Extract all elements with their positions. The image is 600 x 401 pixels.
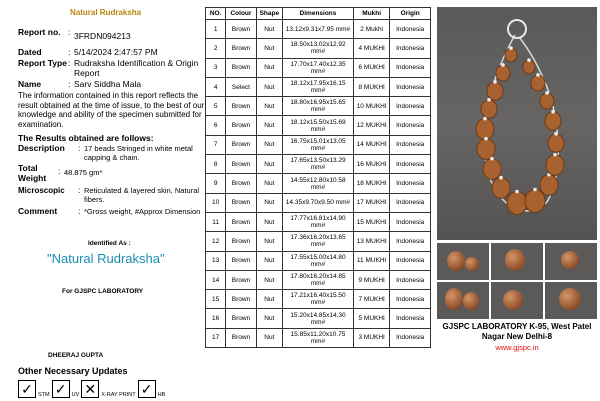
- cell-shape: Nut: [256, 97, 282, 116]
- cell-colour: Brown: [226, 309, 256, 328]
- cell-shape: Nut: [256, 193, 282, 212]
- col-mukhi: Mukhi: [353, 8, 389, 20]
- cell-no: 11: [206, 212, 226, 231]
- thumbnail-2: [491, 243, 543, 280]
- cell-colour: Brown: [226, 328, 256, 347]
- cell-dimensions: 18.12x15.50x15.69 mm#: [283, 116, 354, 135]
- cell-no: 1: [206, 20, 226, 39]
- cell-origin: Indonesia: [390, 290, 431, 309]
- description-label: Description: [18, 143, 65, 153]
- cell-mukhi: 4 MUKHI: [353, 39, 389, 58]
- report-type-label: Report Type: [18, 58, 67, 68]
- cell-dimensions: 17.65x13.50x13.29 mm#: [283, 155, 354, 174]
- identified-as-label: Identified As :: [88, 240, 131, 247]
- metal-cap-icon: [484, 137, 488, 141]
- thumbnail-4: [437, 282, 489, 319]
- report-no-value: 3FRDN094213: [74, 31, 131, 41]
- cell-origin: Indonesia: [390, 20, 431, 39]
- bead-icon: [523, 60, 535, 74]
- cell-dimensions: 18.80x16.95x15.65 mm#: [283, 97, 354, 116]
- name-value: Sarv Siddha Mala: [74, 79, 142, 89]
- thumbnail-1: [437, 243, 489, 280]
- metal-cap-icon: [483, 117, 487, 121]
- hb-check-icon: ✓: [138, 380, 156, 398]
- cell-mukhi: 12 MUKHI: [353, 116, 389, 135]
- xray-cross-icon: ✕: [81, 380, 99, 398]
- cell-dimensions: 15.20x14.85x14.30 mm#: [283, 309, 354, 328]
- metal-cap-icon: [490, 157, 494, 161]
- col-shape: Shape: [256, 8, 282, 20]
- cell-colour: Brown: [226, 39, 256, 58]
- cell-mukhi: 9 MUKHI: [353, 270, 389, 289]
- metal-cap-icon: [509, 46, 513, 50]
- bead-icon: [496, 65, 510, 81]
- cell-colour: Brown: [226, 58, 256, 77]
- cell-origin: Indonesia: [390, 212, 431, 231]
- table-row: [206, 270, 431, 289]
- table-row: [206, 328, 431, 347]
- table-row: [206, 232, 431, 251]
- microscopic-value: Reticulated & layered skin, Natural fibers.: [84, 186, 200, 204]
- cell-origin: Indonesia: [390, 39, 431, 58]
- cell-colour: Brown: [226, 116, 256, 135]
- cell-dimensions: 18.12x17.95x16.15 mm#: [283, 77, 354, 96]
- comment-value: *Gross weight, #Approx Dimension: [84, 207, 201, 216]
- table-row: [206, 193, 431, 212]
- cell-dimensions: 14.55x12.80x10.58 mm#: [283, 174, 354, 193]
- dated-value: 5/14/2024 2:47:57 PM: [74, 47, 158, 57]
- cell-shape: Nut: [256, 270, 282, 289]
- bead-icon: [477, 139, 495, 160]
- hb-label: HB: [157, 392, 166, 398]
- results-heading: The Results obtained are follows:: [18, 133, 154, 143]
- bead-icon: [507, 192, 527, 215]
- metal-cap-icon: [501, 63, 505, 67]
- total-weight-label: Total Weight: [18, 163, 47, 183]
- cell-mukhi: 6 MUKHI: [353, 58, 389, 77]
- table-row: [206, 290, 431, 309]
- report-details-panel: Natural Rudraksha Report no. : 3FRDN094213 Dated : 5/14/2024 2:47:57 PM Report Type : Rudraksha Identification & Origin Report Name : Sarv Siddha Mala The information contained in this report reflects the result obtained at the time of issue, to the best of our knowledge and ability of the specimen submitted for examination. The Results obtained are follows: Description : 17 beads Stringed in white metal capping & chain. Total Weight : 48.875 gm* Microscopic : Reticulated & layered skin, Natural fibers. Comment : *Gross weight, #Approx Dimension Identified As : "Natural Rudraksha" For GJSPC LABORATORY DHEERAJ GUPTA Other Necessary Updates ✓ STM ✓ UV ✕ X-RAY PRINT ✓ HB: [0, 0, 205, 401]
- cell-dimensions: 17.80x16.20x14.85 mm#: [283, 270, 354, 289]
- cell-colour: Brown: [226, 20, 256, 39]
- cell-dimensions: 17.55x15.00x14.80 mm#: [283, 251, 354, 270]
- dated-label: Dated: [18, 47, 42, 57]
- cell-no: 5: [206, 97, 226, 116]
- thumbnail-3: [545, 243, 597, 280]
- description-value: 17 beads Stringed in white metal capping & chain.: [84, 144, 193, 162]
- bead-icon: [481, 100, 497, 118]
- cell-dimensions: 17.70x17.40x12.35 mm#: [283, 58, 354, 77]
- cell-colour: Select: [226, 77, 256, 96]
- total-weight-value: 48.875 gm*: [64, 168, 103, 177]
- cell-mukhi: 10 MUKHI: [353, 97, 389, 116]
- cell-no: 4: [206, 77, 226, 96]
- signer-name: DHEERAJ GUPTA: [48, 352, 104, 359]
- cell-colour: Brown: [226, 135, 256, 154]
- bead-icon: [540, 175, 558, 196]
- bead-icon: [540, 93, 554, 109]
- cell-dimensions: 15.85x11.20x10.75 mm#: [283, 328, 354, 347]
- cell-dimensions: 18.50x13.02x12.92 mm#: [283, 39, 354, 58]
- cell-shape: Nut: [256, 290, 282, 309]
- metal-cap-icon: [527, 58, 531, 62]
- cell-origin: Indonesia: [390, 58, 431, 77]
- cell-colour: Brown: [226, 193, 256, 212]
- metal-cap-icon: [536, 73, 540, 77]
- metal-cap-icon: [487, 98, 491, 102]
- table-header-row: [206, 8, 431, 20]
- cell-shape: Nut: [256, 328, 282, 347]
- cell-no: 16: [206, 309, 226, 328]
- bead-icon: [545, 112, 561, 130]
- cell-colour: Brown: [226, 270, 256, 289]
- cell-mukhi: 15 MUKHI: [353, 212, 389, 231]
- comment-label: Comment: [18, 206, 58, 216]
- stm-check-icon: ✓: [18, 380, 36, 398]
- cell-colour: Brown: [226, 232, 256, 251]
- cell-origin: Indonesia: [390, 232, 431, 251]
- bead-icon: [476, 119, 494, 140]
- table-row: [206, 174, 431, 193]
- cell-no: 6: [206, 116, 226, 135]
- cell-colour: Brown: [226, 212, 256, 231]
- cell-origin: Indonesia: [390, 116, 431, 135]
- cell-mukhi: 18 MUKHI: [353, 174, 389, 193]
- cell-no: 10: [206, 193, 226, 212]
- cell-dimensions: 17.21x16.40x15.50 mm#: [283, 290, 354, 309]
- bead-icon: [546, 155, 564, 176]
- metal-cap-icon: [545, 91, 549, 95]
- cell-no: 9: [206, 174, 226, 193]
- cell-no: 2: [206, 39, 226, 58]
- cell-mukhi: 5 MUKHI: [353, 309, 389, 328]
- identification-result: "Natural Rudraksha": [47, 251, 165, 266]
- cell-no: 13: [206, 251, 226, 270]
- mala-bead-illustration: [437, 7, 597, 240]
- table-row: [206, 116, 431, 135]
- cell-origin: Indonesia: [390, 270, 431, 289]
- cell-colour: Brown: [226, 97, 256, 116]
- table-row: [206, 212, 431, 231]
- thumbnail-5: [491, 282, 543, 319]
- bead-icon: [505, 48, 517, 62]
- cell-origin: Indonesia: [390, 309, 431, 328]
- cell-shape: Nut: [256, 232, 282, 251]
- cell-shape: Nut: [256, 212, 282, 231]
- cell-shape: Nut: [256, 155, 282, 174]
- cell-origin: Indonesia: [390, 97, 431, 116]
- uv-check-icon: ✓: [52, 380, 70, 398]
- bead-icon: [548, 134, 564, 152]
- cell-dimensions: 17.77x16.81x14.90 mm#: [283, 212, 354, 231]
- cell-no: 15: [206, 290, 226, 309]
- website-link[interactable]: www.gjspc.in: [495, 343, 539, 352]
- cell-colour: Brown: [226, 251, 256, 270]
- mala-photo: [437, 7, 597, 240]
- cell-shape: Nut: [256, 58, 282, 77]
- cell-dimensions: 13.12x9.31x7.95 mm#: [283, 20, 354, 39]
- cell-colour: Brown: [226, 174, 256, 193]
- cell-shape: Nut: [256, 39, 282, 58]
- cell-mukhi: 13 MUKHI: [353, 232, 389, 251]
- table-row: [206, 97, 431, 116]
- cell-origin: Indonesia: [390, 251, 431, 270]
- cell-no: 17: [206, 328, 226, 347]
- cell-colour: Brown: [226, 290, 256, 309]
- lab-signature-label: For GJSPC LABORATORY: [62, 288, 144, 295]
- lab-address: GJSPC LABORATORY K-95, West Patel Nagar New Delhi-8: [442, 322, 592, 341]
- cell-origin: Indonesia: [390, 135, 431, 154]
- report-no-label: Report no.: [18, 27, 61, 37]
- cell-origin: Indonesia: [390, 328, 431, 347]
- cell-dimensions: 17.36x16.20x13.65 mm#: [283, 232, 354, 251]
- report-title: Natural Rudraksha: [70, 8, 142, 17]
- cell-shape: Nut: [256, 174, 282, 193]
- table-row: [206, 135, 431, 154]
- updates-checklist: [18, 376, 167, 398]
- bead-icon: [531, 75, 545, 91]
- bead-icon: [483, 159, 501, 180]
- bead-icon: [492, 178, 510, 199]
- cell-no: 8: [206, 155, 226, 174]
- cell-colour: Brown: [226, 155, 256, 174]
- cell-shape: Nut: [256, 251, 282, 270]
- cell-shape: Nut: [256, 116, 282, 135]
- cell-dimensions: 14.35x9.70x9.50 mm#: [283, 193, 354, 212]
- cell-no: 7: [206, 135, 226, 154]
- xray-label: X-RAY PRINT: [101, 392, 136, 398]
- table-row: [206, 77, 431, 96]
- cell-origin: Indonesia: [390, 155, 431, 174]
- name-label: Name: [18, 79, 42, 89]
- bead-icon: [525, 190, 545, 213]
- table-row: [206, 20, 431, 39]
- cell-shape: Nut: [256, 20, 282, 39]
- table-row: [206, 309, 431, 328]
- cell-origin: Indonesia: [390, 77, 431, 96]
- cell-shape: Nut: [256, 135, 282, 154]
- metal-cap-icon: [515, 190, 519, 194]
- table-row: [206, 155, 431, 174]
- cell-dimensions: 16.75x15.01x13.05 mm#: [283, 135, 354, 154]
- col-no: NO.: [206, 8, 226, 20]
- bead-details-table: [205, 7, 431, 348]
- cell-mukhi: 7 MUKHI: [353, 290, 389, 309]
- disclaimer-text: The information contained in this report reflects the result obtained at the time of issue, to the best of our knowledge and ability of the specimen submitted for examination.: [18, 91, 205, 129]
- thumbnail-6: [545, 282, 597, 319]
- cell-mukhi: 14 MUKHI: [353, 135, 389, 154]
- metal-cap-icon: [493, 80, 497, 84]
- cell-origin: Indonesia: [390, 174, 431, 193]
- table-row: [206, 58, 431, 77]
- bead-icon: [487, 82, 503, 100]
- metal-cap-icon: [499, 176, 503, 180]
- updates-heading: Other Necessary Updates: [18, 366, 128, 376]
- col-origin: Origin: [390, 8, 431, 20]
- metal-cap-icon: [554, 132, 558, 136]
- col-dimensions: Dimensions: [283, 8, 354, 20]
- metal-cap-icon: [553, 153, 557, 157]
- cell-origin: Indonesia: [390, 193, 431, 212]
- cell-mukhi: 17 MUKHI: [353, 193, 389, 212]
- metal-cap-icon: [551, 110, 555, 114]
- uv-label: UV: [71, 392, 80, 398]
- cell-shape: Nut: [256, 77, 282, 96]
- microscopic-label: Microscopic: [18, 186, 65, 195]
- cell-mukhi: 16 MUKHI: [353, 155, 389, 174]
- cell-mukhi: 2 Mukhi: [353, 20, 389, 39]
- cell-shape: Nut: [256, 309, 282, 328]
- col-colour: Colour: [226, 8, 256, 20]
- cell-mukhi: 3 MUKHI: [353, 328, 389, 347]
- cell-no: 14: [206, 270, 226, 289]
- cell-mukhi: 11 MUKHI: [353, 251, 389, 270]
- stm-label: STM: [38, 392, 50, 398]
- table-row: [206, 251, 431, 270]
- cell-no: 3: [206, 58, 226, 77]
- photo-thumbnails: [437, 243, 597, 319]
- table-row: [206, 39, 431, 58]
- metal-cap-icon: [533, 188, 537, 192]
- report-type-value: Rudraksha Identification & Origin Report: [74, 58, 199, 78]
- cell-no: 12: [206, 232, 226, 251]
- cell-mukhi: 8 MUKHI: [353, 77, 389, 96]
